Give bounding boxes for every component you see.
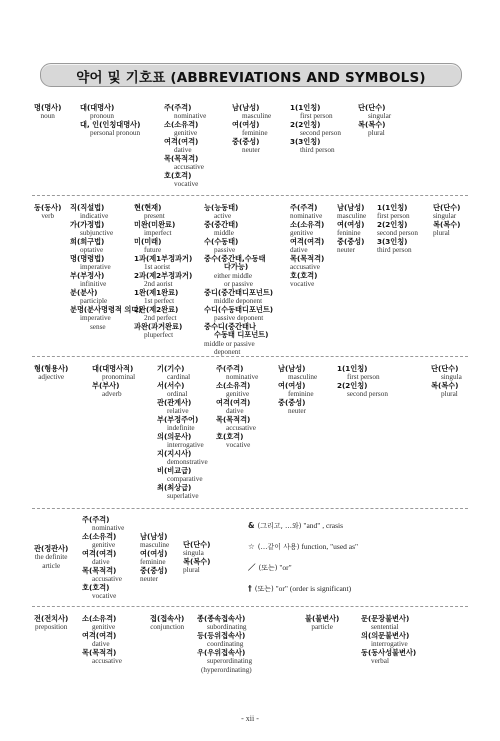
entry-participle: 분(분사) participle (70, 288, 108, 306)
entry-passive-deponent: 수디(수동태디포넌트) passive deponent (204, 305, 274, 323)
dagger-icon: † (248, 584, 252, 593)
divider (32, 508, 468, 509)
entry-active: 능(능동태) active (204, 203, 239, 221)
entry-accusative: 목(목적격) accusative (290, 254, 325, 272)
entry-singular: 단(단수) singula (183, 540, 211, 558)
entry-dative: 여격(여격) dative (164, 137, 199, 155)
entry-middle-deponent: 중디(중간태디포넌트) middle deponent (204, 288, 274, 306)
slash-icon: ／ (248, 563, 256, 572)
entry-ordinal: 서(서수) ordinal (157, 381, 188, 399)
entry-demonstrative: 지(지시사) demonstrative (157, 449, 208, 467)
entry-singular: 단(단수) singular (433, 203, 461, 221)
entry-definite-article: 관(정관사) the definite article (34, 544, 69, 570)
entry-plural: 복(복수) plural (433, 220, 461, 238)
divider (32, 195, 468, 196)
entry-neuter: 중(중성) neuter (278, 398, 306, 416)
entry-vocative: 호(호격) vocative (82, 583, 117, 601)
entry-genitive: 소(소유격) genitive (164, 120, 199, 138)
entry-nominative: 주(주격) nominative (290, 203, 323, 221)
entry-genitive: 소(소유격) genitive (82, 532, 117, 550)
entry-nominative: 주(주격) nominative (82, 515, 125, 533)
entry-feminine: 여(여성) feminine (232, 120, 268, 138)
entry-singular: 단(단수) singular (358, 103, 392, 121)
entry-cardinal: 기(기수) cardinal (157, 364, 191, 382)
entry-middle-or-passive-deponent: 중수디(중간태나 수동태 디포넌트) middle or passive deponent (204, 322, 269, 356)
entry-masculine: 남(남성) masculine (140, 532, 170, 550)
entry-present: 현(현재) present (134, 203, 165, 221)
entry-dative: 여격(여격) dative (290, 237, 325, 255)
entry-third-person: 3(3인칭) third person (290, 137, 335, 155)
entry-pronoun: 대(대명사) pronoun (80, 103, 115, 121)
entry-imperative: 명(명령법) imperative (70, 254, 111, 272)
entry-vocative: 호(호격) vocative (216, 432, 251, 450)
entry-plural: 복(복수) plural (358, 120, 386, 138)
entry-comparative: 비(비교급) comparative (157, 466, 203, 484)
entry-first-person: 1(1인칭) first person (290, 103, 333, 121)
entry-middle: 중(중간태) middle (204, 220, 239, 238)
entry-dative: 여격(여격) dative (82, 549, 117, 567)
entry-verb: 동(동사) verb (34, 203, 62, 221)
entry-feminine: 여(여성) feminine (278, 381, 314, 399)
entry-neuter: 중(중성) neuter (232, 137, 260, 155)
entry-second-person: 2(2인칭) second person (377, 220, 418, 238)
entry-pluperfect: 과완(과거완료) pluperfect (134, 322, 183, 340)
entry-feminine: 여(여성) feninine (337, 220, 365, 238)
divider (32, 606, 468, 607)
entry-masculine: 남(남성) masculine (278, 364, 318, 382)
entry-interrogative-particle: 의(의문불변사) interrogative (361, 631, 410, 649)
entry-verbal: 동(동사성불변사) verbal (361, 648, 417, 666)
entry-particle: 불(불변사) particle (305, 614, 340, 632)
entry-first-person: 1(1인칭) first person (337, 364, 380, 382)
entry-second-perfect: 2완(제2완료) 2nd perfect (134, 305, 179, 323)
entry-genitive: 소(소유격) genitive (290, 220, 325, 238)
entry-future: 미(미래) future (134, 237, 162, 255)
entry-personal-pronoun: 대, 인(인칭대명사) personal pronoun (80, 120, 141, 138)
entry-interrogative: 의(의문사) interrogative (157, 432, 204, 450)
entry-genitive: 소(소유격) genitive (216, 381, 251, 399)
entry-imperative-sense: 분명(분사명령적 의미) imperative sense (70, 305, 142, 331)
symbol-or: ／ (또는) "or" (248, 563, 292, 572)
entry-indicative: 직(직설법) indicative (70, 203, 109, 221)
entry-superlative: 최(최상급) superlative (157, 483, 199, 501)
symbol-and: & (그리고, …와) "and" , crasis (248, 521, 344, 530)
entry-vocative: 호(호격) vocative (290, 271, 318, 289)
entry-vocative: 호(호격) vocative (164, 171, 199, 189)
entry-accusative: 목(목적격) accusative (82, 648, 122, 666)
entry-relative: 관(관계사) relative (157, 398, 192, 416)
entry-coordinating: 등(등위접속사) coordinating (197, 631, 246, 649)
entry-accusative: 목(목적격) accusative (216, 415, 256, 433)
entry-first-person: 1(1인칭) first person (377, 203, 410, 221)
entry-adverb: 부(부사) adverb (92, 381, 122, 399)
entry-feminine: 여(여성) feminine (140, 549, 168, 567)
entry-plural: 복(복수) plural (183, 557, 211, 575)
divider (32, 356, 468, 357)
entry-accusative: 목(목적격) accusative (82, 566, 122, 584)
entry-nominative: 주(주격) nominative (164, 103, 207, 121)
star-icon: ☆ (248, 542, 255, 551)
entry-masculine: 남(남성) masculine (232, 103, 272, 121)
entry-masculine: 남(남성) masculine (337, 203, 367, 221)
entry-adjective: 형(형용사) adjective (34, 364, 69, 382)
entry-indefinite: 부(부정주어) indefinite (157, 415, 199, 433)
entry-subordinating: 종(종속접속사) subordinating (197, 614, 247, 632)
entry-singular: 단(단수) singula (431, 364, 462, 382)
symbol-ordered-or: † (또는) "or" (order is significant) (248, 584, 352, 593)
entry-neuter: 중(중성) neuter (140, 566, 168, 584)
symbol-used-as: ☆ (…같이 사용) function, "used as" (248, 542, 359, 551)
entry-optative: 희(희구법) optative (70, 237, 105, 255)
page-number: - xii - (241, 714, 259, 723)
entry-genitive: 소(소유격) genitive (82, 614, 117, 632)
entry-noun: 명(명사) noun (34, 103, 62, 121)
entry-dative: 여격(여격) dative (216, 398, 251, 416)
entry-pronominal: 대(대명사적) pronominal (92, 364, 136, 382)
entry-subjunctive: 가(가정법) subjunctive (70, 220, 114, 238)
entry-imperfect: 미완(미완료) imperfect (134, 220, 176, 238)
entry-first-perfect: 1완(제1완료) 1st perfect (134, 288, 179, 306)
entry-second-aorist: 2과(제2부정과거) 2nd aorist (134, 271, 193, 289)
entry-first-aorist: 1과(제1부정과거) 1st aorist (134, 254, 193, 272)
entry-superordinating: 우(우위접속사) superordinating (hyperordinating) (197, 648, 253, 674)
entry-plural: 복(복수) plural (431, 381, 459, 399)
entry-dative: 여격(여격) dative (82, 631, 117, 649)
entry-infinitive: 부(부정사) infinitive (70, 271, 107, 289)
entry-nominative: 주(주격) nominative (216, 364, 259, 382)
page-title: 약어 및 기호표 (ABBREVIATIONS AND SYMBOLS) (76, 70, 426, 86)
entry-neuter: 중(중성) neuter (337, 237, 365, 255)
entry-second-person: 2(2인칭) second person (290, 120, 341, 138)
ampersand-icon: & (248, 521, 255, 530)
entry-conjunction: 접(접속사) conjunction (150, 614, 185, 632)
entry-passive: 수(수동태) passive (204, 237, 239, 255)
entry-preposition: 전(전치사) preposition (34, 614, 69, 632)
title-banner (40, 63, 462, 87)
entry-third-person: 3(3인칭) third person (377, 237, 412, 255)
entry-accusative: 목(목적격) accusative (164, 154, 204, 172)
entry-middle-or-passive: 중수(중간태,수동태 다가능) either middle or passive (204, 254, 266, 288)
entry-sentential: 문(문장불변사) sentential (361, 614, 410, 632)
entry-second-person: 2(2인칭) second person (337, 381, 388, 399)
